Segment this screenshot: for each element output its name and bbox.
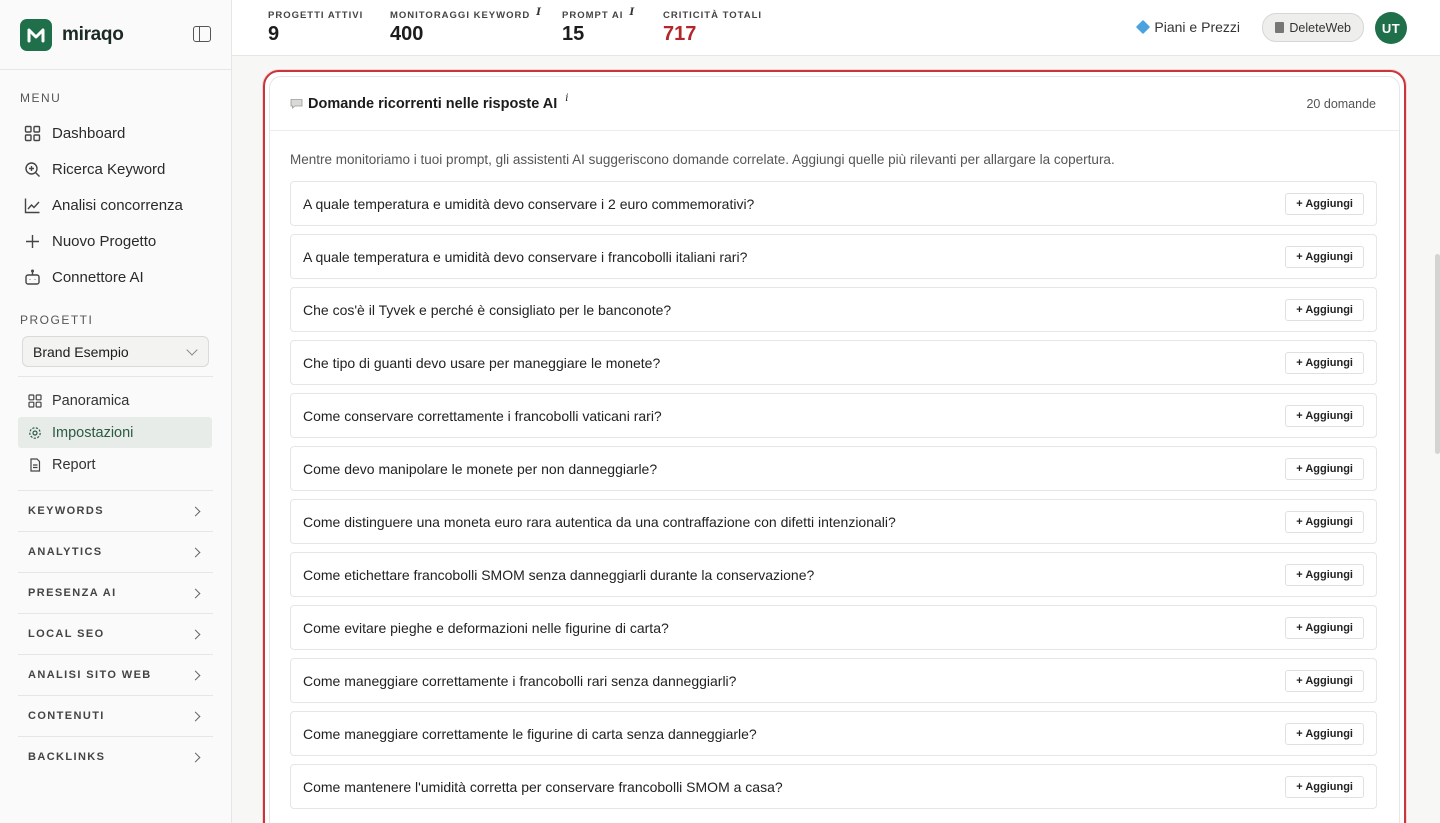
question-row [290,446,1377,491]
group-analytics[interactable] [18,531,213,572]
project-select[interactable] [22,336,209,367]
question-text: Come distinguere una moneta euro rara autentica da una contraffazione con difetti intenzionali? [303,513,896,530]
plus-icon [24,233,41,250]
question-row [290,234,1377,279]
group-label: BACKLINKS [28,751,106,763]
sidebar [0,0,232,823]
menu-item-label: Dashboard [52,124,126,142]
question-text: Come devo manipolare le monete per non danneggiarle? [303,460,658,477]
question-count: 20 domande [1306,96,1376,111]
question-row [290,181,1377,226]
chart-line-icon [24,197,41,214]
add-question-button[interactable]: + Aggiungi [1285,193,1364,215]
stat-prompt-ai [562,7,636,46]
sidebar-toggle-icon[interactable] [193,26,211,42]
add-question-button[interactable]: + Aggiungi [1285,511,1364,533]
menu-item-dashboard[interactable] [0,115,231,151]
menu-item-connettore-ai[interactable] [0,259,231,295]
question-text: Come maneggiare correttamente le figurine di carta senza danneggiarle? [303,725,757,742]
group-analisi-sito-web[interactable] [18,654,213,695]
group-label: ANALYTICS [28,546,103,558]
brand-name: miraqo [62,23,124,45]
stat-value: 15 [562,23,585,45]
project-nav [0,385,231,480]
group-label: KEYWORDS [28,505,104,517]
panel-header [270,77,1399,131]
panel-title-wrap [290,93,569,112]
info-icon[interactable]: I [629,7,636,18]
project-nav-label: Report [52,456,96,473]
add-question-button[interactable]: + Aggiungi [1285,246,1364,268]
question-text: Che tipo di guanti devo usare per maneggiare le monete? [303,354,661,371]
account-label: DeleteWeb [1289,20,1351,35]
grid-icon [24,125,41,142]
stat-value: 400 [390,23,424,45]
account-switcher[interactable] [1262,13,1364,42]
recurring-questions-panel [263,70,1406,823]
project-select-value: Brand Esempio [33,343,129,360]
chevron-right-icon [191,629,201,639]
chevron-right-icon [191,547,201,557]
question-text: A quale temperatura e umidità devo conservare i francobolli italiani rari? [303,248,748,265]
menu-item-analisi-concorrenza[interactable] [0,187,231,223]
building-icon [1275,22,1284,33]
stat-label: CRITICITÀ TOTALI [663,10,763,21]
robot-icon [24,269,41,286]
page-scrollbar[interactable] [1435,254,1440,454]
stat-criticita-totali [663,10,762,46]
avatar[interactable]: UT [1375,12,1407,44]
menu-list [0,115,231,295]
question-row [290,393,1377,438]
add-question-button[interactable]: + Aggiungi [1285,405,1364,427]
question-list [290,181,1377,817]
divider [18,376,213,377]
stat-label: PROGETTI ATTIVI [268,10,364,21]
group-backlinks[interactable] [18,736,213,777]
question-row [290,340,1377,385]
question-row [290,287,1377,332]
question-text: Come etichettare francobolli SMOM senza danneggiarli durante la conservazione? [303,566,815,583]
question-text: Come evitare pieghe e deformazioni nelle figurine di carta? [303,619,669,636]
group-label: LOCAL SEO [28,628,105,640]
chevron-right-icon [191,711,201,721]
panel-inner [269,76,1400,823]
question-row [290,552,1377,597]
chevron-right-icon [191,752,201,762]
project-nav-label: Impostazioni [52,424,134,441]
stat-label-wrap [562,7,636,21]
grid-icon [28,394,42,408]
gear-icon [28,426,42,440]
gem-icon [1136,20,1150,34]
question-text: Come conservare correttamente i francobolli vaticani rari? [303,407,662,424]
chevron-down-icon [186,344,197,355]
add-question-button[interactable]: + Aggiungi [1285,776,1364,798]
question-text: Come maneggiare correttamente i francobolli rari senza danneggiarli? [303,672,737,689]
chat-bubble-icon [290,98,303,109]
group-label: CONTENUTI [28,710,105,722]
stat-label: MONITORAGGI KEYWORD [390,10,531,21]
add-question-button[interactable]: + Aggiungi [1285,617,1364,639]
chevron-right-icon [191,670,201,680]
menu-item-label: Connettore AI [52,268,144,286]
menu-item-ricerca-keyword[interactable] [0,151,231,187]
chevron-right-icon [191,506,201,516]
stat-value: 9 [268,23,280,45]
project-nav-impostazioni[interactable] [18,417,212,448]
add-question-button[interactable]: + Aggiungi [1285,670,1364,692]
add-question-button[interactable]: + Aggiungi [1285,458,1364,480]
projects-section-label: PROGETTI [20,313,94,327]
question-text: Come mantenere l'umidità corretta per conservare francobolli SMOM a casa? [303,778,783,795]
panel-title: Domande ricorrenti nelle risposte AI [308,95,558,112]
question-row [290,605,1377,650]
project-nav-label: Panoramica [52,392,130,409]
add-question-button[interactable]: + Aggiungi [1285,352,1364,374]
menu-item-nuovo-progetto[interactable] [0,223,231,259]
question-row [290,764,1377,809]
menu-item-label: Ricerca Keyword [52,160,166,178]
info-icon[interactable]: i [565,93,569,104]
stat-label-wrap [390,7,542,21]
panel-description: Mentre monitoriamo i tuoi prompt, gli assistenti AI suggeriscono domande correlate. Aggiungi quelle più rilevanti per allargare la copertura. [290,152,1115,167]
brand-header [0,0,231,70]
logo-icon[interactable] [20,19,52,51]
question-text: Che cos'è il Tyvek e perché è consigliato per le banconote? [303,301,672,318]
group-keywords[interactable] [18,490,213,531]
question-row [290,658,1377,703]
question-row [290,499,1377,544]
project-nav-report[interactable] [18,449,212,480]
search-icon [24,161,41,178]
topbar [232,0,1440,56]
question-text: A quale temperatura e umidità devo conservare i 2 euro commemorativi? [303,195,755,212]
group-label: ANALISI SITO WEB [28,669,152,681]
menu-section-label: MENU [20,91,62,105]
group-presenza-ai[interactable] [18,572,213,613]
question-row [290,711,1377,756]
chevron-right-icon [191,588,201,598]
group-label: PRESENZA AI [28,587,117,599]
add-question-button[interactable]: + Aggiungi [1285,564,1364,586]
stat-value: 717 [663,23,697,45]
group-local-seo[interactable] [18,613,213,654]
stat-label: PROMPT AI [562,10,624,21]
stat-monitoraggi-keyword [390,7,542,46]
plans-label: Piani e Prezzi [1154,19,1240,35]
document-icon [28,458,42,472]
add-question-button[interactable]: + Aggiungi [1285,299,1364,321]
project-nav-panoramica[interactable] [18,385,212,416]
plans-link[interactable] [1138,19,1240,35]
menu-item-label: Nuovo Progetto [52,232,157,250]
info-icon[interactable]: I [536,7,542,18]
stat-progetti-attivi [268,10,363,46]
group-contenuti[interactable] [18,695,213,736]
menu-item-label: Analisi concorrenza [52,196,183,214]
add-question-button[interactable]: + Aggiungi [1285,723,1364,745]
